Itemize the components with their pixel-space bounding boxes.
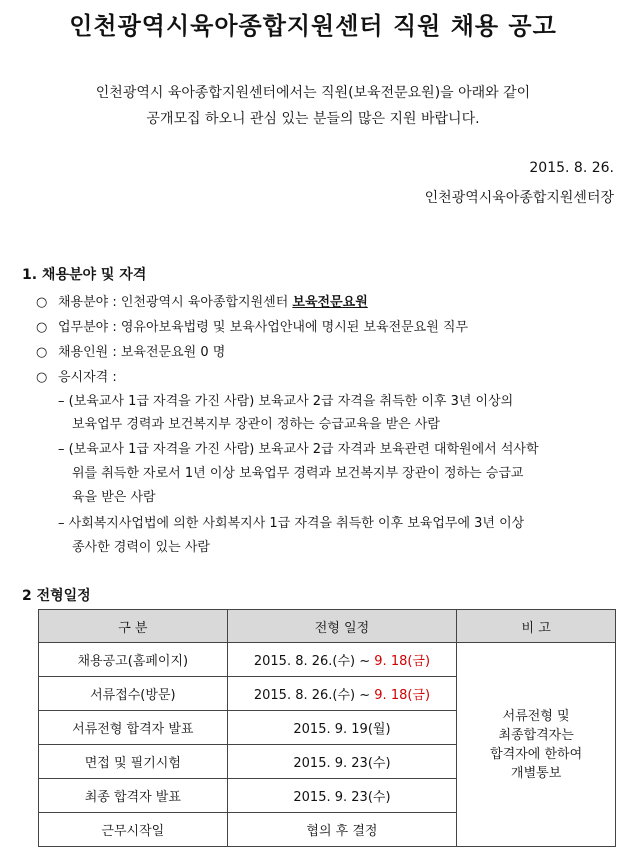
qualification-1-line-2: 보육업무 경력과 보건복지부 장관이 정하는 승급교육을 받은 사람 xyxy=(72,417,440,432)
duty-label: 업무분야 : 영유아보육법령 및 보육사업안내에 명시된 보육전문요원 직무 xyxy=(58,320,469,335)
intro-line-2: 공개모집 하오니 관심 있는 분들의 많은 지원 바랍니다. xyxy=(146,111,480,127)
field-emphasis: 보육전문요원 xyxy=(292,295,368,310)
headcount-item xyxy=(36,341,225,360)
column-header-category: 구 분 xyxy=(39,610,228,643)
row-category: 최종 합격자 발표 xyxy=(39,779,228,813)
schedule-end: 9. 18(금) xyxy=(374,688,431,703)
schedule-table xyxy=(38,609,616,847)
field-item xyxy=(36,291,368,310)
qualification-3-line-2: 종사한 경력이 있는 사람 xyxy=(72,540,210,555)
row-schedule xyxy=(227,643,457,677)
section-2-heading: 2 전형일정 xyxy=(22,588,91,604)
qualification-3-line-1: – 사회복지사업법에 의한 사회복지사 1급 자격을 취득한 이후 보육업무에 3년 이상 xyxy=(58,516,525,531)
row-category: 면접 및 필기시험 xyxy=(39,745,228,779)
section-1-heading: 1. 채용분야 및 자격 xyxy=(22,267,147,283)
row-category: 서류전형 합격자 발표 xyxy=(39,711,228,745)
row-schedule: 2015. 9. 19(월) xyxy=(227,711,457,745)
circle-marker-icon: ○ xyxy=(36,345,48,360)
row-category: 근무시작일 xyxy=(39,813,228,847)
table-row xyxy=(39,643,616,677)
schedule-end: 9. 18(금) xyxy=(374,654,431,669)
organization-signature: 인천광역시육아종합지원센터장 xyxy=(424,190,614,206)
announcement-date: 2015. 8. 26. xyxy=(529,160,614,176)
qualification-2-line-1: – (보육교사 1급 자격을 가진 사람) 보육교사 2급 자격과 보육관련 대학원에서 석사학 xyxy=(58,442,539,457)
schedule-start: 2015. 8. 26.(수) ~ xyxy=(253,688,375,703)
table-header-row xyxy=(39,610,616,643)
intro-line-1: 인천광역시 육아종합지원센터에서는 직원(보육전문요원)을 아래와 같이 xyxy=(95,85,531,101)
remarks-line-1: 서류전형 및 xyxy=(502,708,570,724)
qualification-1-line-1: – (보육교사 1급 자격을 가진 사람) 보육교사 2급 자격을 취득한 이후 3년 이상의 xyxy=(58,394,514,409)
row-schedule: 2015. 9. 23(수) xyxy=(227,779,457,813)
remarks-line-3: 합격자에 한하여 xyxy=(490,746,583,762)
remarks-cell xyxy=(457,643,616,847)
circle-marker-icon: ○ xyxy=(36,320,48,335)
circle-marker-icon: ○ xyxy=(36,370,48,385)
row-schedule xyxy=(227,677,457,711)
circle-marker-icon: ○ xyxy=(36,295,48,310)
schedule-start: 2015. 8. 26.(수) ~ xyxy=(253,654,375,669)
row-schedule: 협의 후 결정 xyxy=(227,813,457,847)
qualification-item xyxy=(36,366,117,385)
remarks-line-4: 개별통보 xyxy=(511,765,562,781)
row-category: 서류접수(방문) xyxy=(39,677,228,711)
headcount-label: 채용인원 : 보육전문요원 0 명 xyxy=(58,345,226,360)
qualification-2-line-2: 위를 취득한 자로서 1년 이상 보육업무 경력과 보건복지부 장관이 정하는 승급교 xyxy=(72,466,524,481)
column-header-remarks: 비 고 xyxy=(457,610,616,643)
row-category: 채용공고(홈페이지) xyxy=(39,643,228,677)
qualification-2-line-3: 육을 받은 사람 xyxy=(72,490,156,505)
column-header-schedule: 전형 일정 xyxy=(227,610,457,643)
row-schedule: 2015. 9. 23(수) xyxy=(227,745,457,779)
field-label: 채용분야 : 인천광역시 육아종합지원센터 xyxy=(58,295,293,310)
remarks-line-2: 최종합격자는 xyxy=(498,727,574,743)
duty-item xyxy=(36,316,468,335)
page-title: 인천광역시육아종합지원센터 직원 채용 공고 xyxy=(69,12,557,40)
qualification-label: 응시자격 : xyxy=(58,370,117,385)
